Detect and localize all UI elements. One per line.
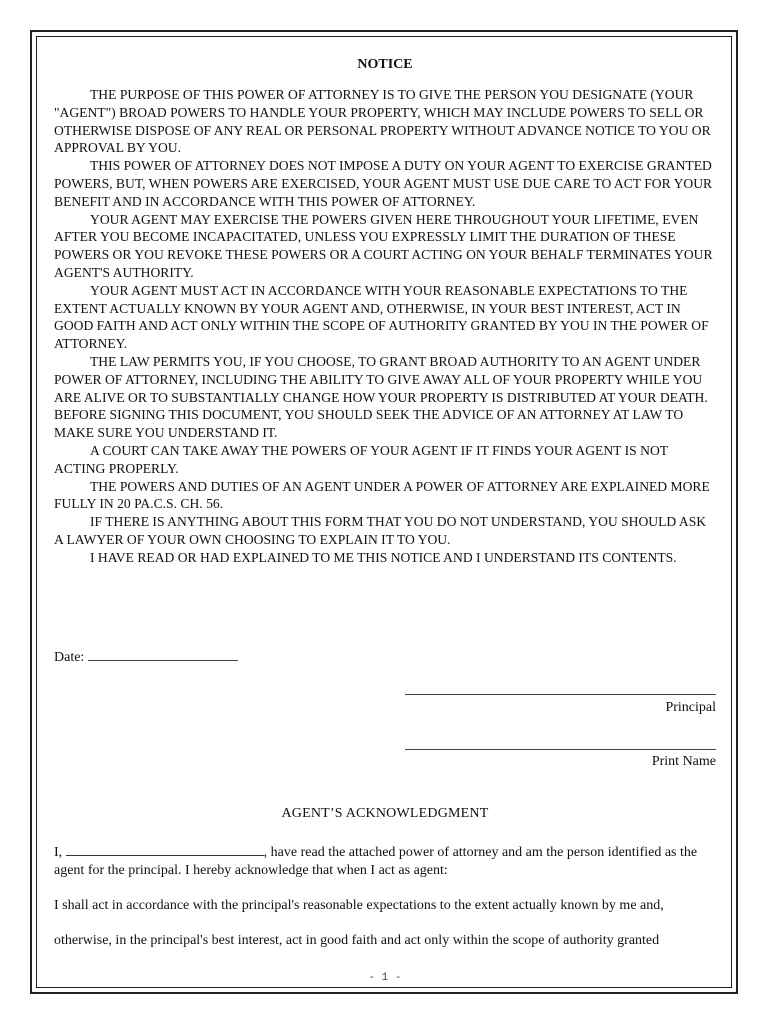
notice-paragraph-7: THE POWERS AND DUTIES OF AN AGENT UNDER A POWER OF ATTORNEY ARE EXPLAINED MORE FULLY IN 20 PA.C.S. CH. 56. <box>54 478 710 512</box>
notice-paragraph-9: I HAVE READ OR HAD EXPLAINED TO ME THIS NOTICE AND I UNDERSTAND ITS CONTENTS. <box>90 549 677 565</box>
page-number: - 1 - <box>368 972 402 984</box>
print-name-line[interactable] <box>405 749 716 750</box>
principal-signature-line[interactable] <box>405 694 716 695</box>
date-blank-line[interactable] <box>88 646 238 661</box>
acknowledgment-intro-suffix: , have read the attached power of attorney and am the person identified as the agent for the principal. I hereby acknowledge that when I act as agent: <box>54 845 698 878</box>
acknowledgment-intro-prefix: I, <box>54 845 63 860</box>
acknowledgment-line-1: I shall act in accordance with the principal's reasonable expectations to the extent actually known by me and, <box>54 898 664 913</box>
notice-paragraph-1: THE PURPOSE OF THIS POWER OF ATTORNEY IS TO GIVE THE PERSON YOU DESIGNATE (YOUR "AGENT") BROAD POWERS TO HANDLE YOUR PROPERTY, WHICH MAY INCLUDE POWERS TO SELL OR OTHERWISE DISPOSE OF ANY REAL OR PERSONAL PROPERTY WITHOUT ADVANCE NOTICE TO YOU OR APPROVAL BY YOU. <box>54 87 711 156</box>
print-name-label: Print Name <box>651 754 716 769</box>
notice-paragraph-6: A COURT CAN TAKE AWAY THE POWERS OF YOUR AGENT IF IT FINDS YOUR AGENT IS NOT ACTING PROPERLY. <box>54 442 668 476</box>
acknowledgment-title: AGENT’S ACKNOWLEDGMENT <box>281 806 489 821</box>
principal-label: Principal <box>665 700 716 715</box>
agent-name-blank[interactable] <box>66 843 264 856</box>
notice-paragraph-5: THE LAW PERMITS YOU, IF YOU CHOOSE, TO GRANT BROAD AUTHORITY TO AN AGENT UNDER POWER OF ATTORNEY, INCLUDING THE ABILITY TO GIVE AWAY ALL OF YOUR PROPERTY WHILE YOU ARE ALIVE OR TO SUBSTANTIALLY CHANGE HOW YOUR PROPERTY IS DISTRIBUTED AT YOUR DEATH. BEFORE SIGNING THIS DOCUMENT, YOU SHOULD SEEK THE ADVICE OF AN ATTORNEY AT LAW TO MAKE SURE YOU UNDERSTAND IT. <box>54 353 708 441</box>
acknowledgment-intro <box>54 843 716 880</box>
date-label: Date: <box>54 650 85 665</box>
notice-paragraph-3: YOUR AGENT MAY EXERCISE THE POWERS GIVEN HERE THROUGHOUT YOUR LIFETIME, EVEN AFTER YOU BECOME INCAPACITATED, UNLESS YOU EXPRESSLY LIMIT THE DURATION OF THESE POWERS OR YOU REVOKE THESE POWERS OR A COURT ACTING ON YOUR BEHALF TERMINATES YOUR AGENT'S AUTHORITY. <box>54 211 713 280</box>
notice-paragraph-8: IF THERE IS ANYTHING ABOUT THIS FORM THAT YOU DO NOT UNDERSTAND, YOU SHOULD ASK A LAWYER OF YOUR OWN CHOOSING TO EXPLAIN IT TO YOU. <box>54 514 707 547</box>
acknowledgment-line-2: otherwise, in the principal's best interest, act in good faith and act only within the scope of authority granted <box>54 933 660 948</box>
date-field-row <box>54 646 238 666</box>
notice-section <box>54 56 716 567</box>
notice-paragraph-2: THIS POWER OF ATTORNEY DOES NOT IMPOSE A DUTY ON YOUR AGENT TO EXERCISE GRANTED POWERS, BUT, WHEN POWERS ARE EXERCISED, YOUR AGENT MUST USE DUE CARE TO ACT FOR YOUR BENEFIT AND IN ACCORDANCE WITH THIS POWER OF ATTORNEY. <box>54 158 713 209</box>
notice-title: NOTICE <box>357 57 413 72</box>
notice-paragraph-4: YOUR AGENT MUST ACT IN ACCORDANCE WITH YOUR REASONABLE EXPECTATIONS TO THE EXTENT ACTUALLY KNOWN BY YOUR AGENT AND, OTHERWISE, IN YOUR BEST INTEREST, ACT IN GOOD FAITH AND ACT ONLY WITHIN THE SCOPE OF AUTHORITY GRANTED BY YOU IN THE POWER OF ATTORNEY. <box>54 282 709 352</box>
